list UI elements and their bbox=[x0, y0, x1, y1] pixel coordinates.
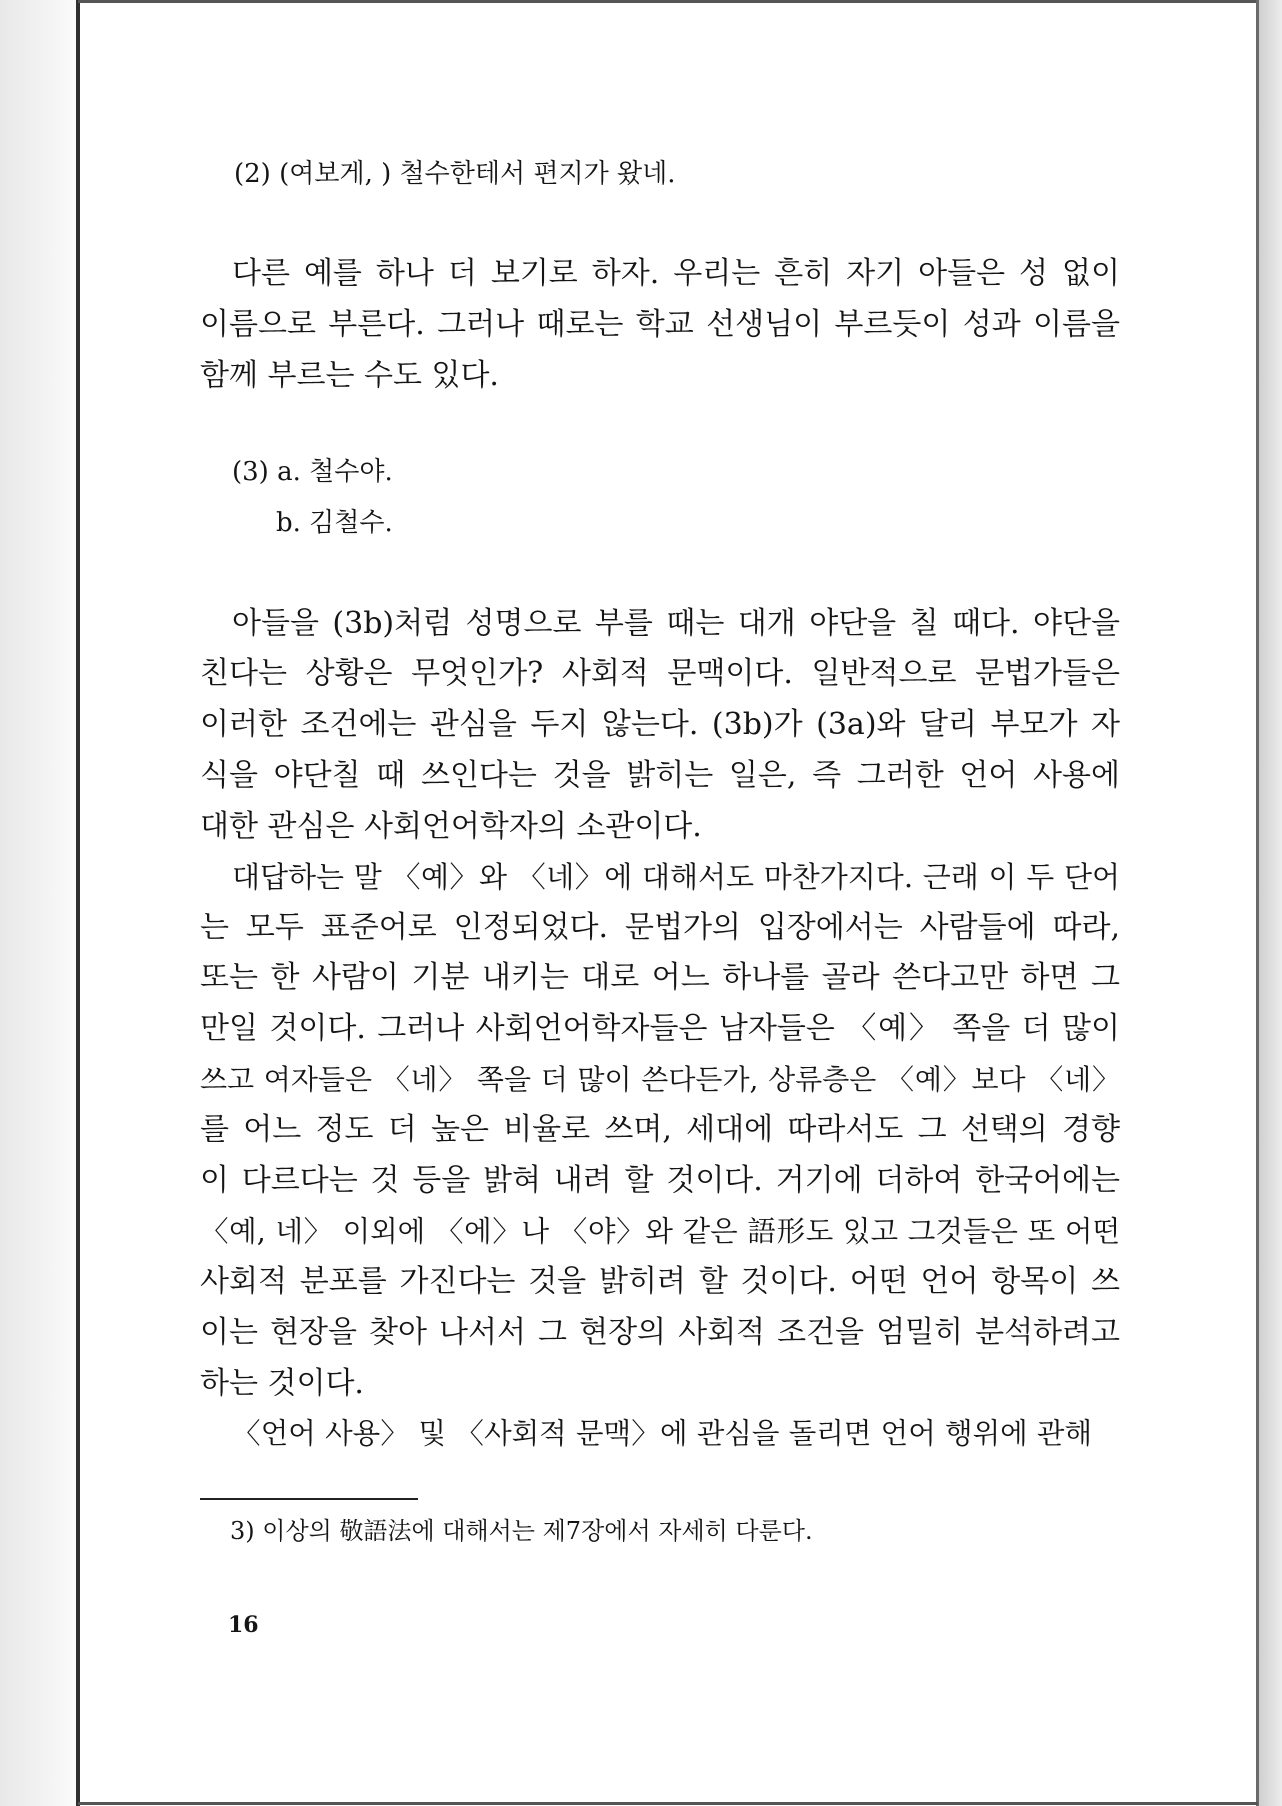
paragraph-2-line-4: 식을 야단칠 때 쓰인다는 것을 밝히는 일은, 즉 그러한 언어 사용에 bbox=[200, 758, 1120, 793]
paragraph-1-line-2: 이름으로 부른다. 그러나 때로는 학교 선생님이 부르듯이 성과 이름을 bbox=[200, 307, 1120, 342]
paragraph-3-line-6: 를 어느 정도 더 높은 비율로 쓰며, 세대에 따라서도 그 선택의 경향 bbox=[200, 1112, 1120, 1147]
paragraph-3-line-5: 쓰고 여자들은 〈네〉 쪽을 더 많이 쓴다든가, 상류층은 〈예〉보다 〈네〉 bbox=[200, 1063, 1120, 1096]
example-3a: (3) a. 철수야. bbox=[232, 457, 393, 487]
footnote-rule bbox=[200, 1498, 418, 1500]
paragraph-3-line-2: 는 모두 표준어로 인정되었다. 문법가의 입장에서는 사람들에 따라, bbox=[200, 910, 1120, 945]
paragraph-3-line-11: 하는 것이다. bbox=[200, 1366, 364, 1401]
paragraph-4-line-1: 〈언어 사용〉 및 〈사회적 문맥〉에 관심을 돌리면 언어 행위에 관해 bbox=[232, 1417, 1092, 1450]
page-bottom-edge bbox=[78, 1802, 1258, 1805]
paragraph-2-line-1: 아들을 (3b)처럼 성명으로 부를 때는 대개 야단을 칠 때다. 야단을 bbox=[232, 606, 1120, 641]
page-right-shadow bbox=[1259, 0, 1282, 1806]
page-top-edge bbox=[78, 0, 1258, 3]
paragraph-3-line-7: 이 다르다는 것 등을 밝혀 내려 할 것이다. 거기에 더하여 한국어에는 bbox=[200, 1163, 1120, 1198]
paragraph-1-line-3: 함께 부르는 수도 있다. bbox=[200, 358, 499, 393]
paragraph-2-line-5: 대한 관심은 사회언어학자의 소관이다. bbox=[200, 809, 702, 844]
paragraph-3-line-1: 대답하는 말 〈예〉와 〈네〉에 대해서도 마찬가지다. 근래 이 두 단어 bbox=[232, 860, 1120, 894]
page-number: 16 bbox=[228, 1612, 259, 1638]
paragraph-3-line-8: 〈예, 네〉 이외에 〈에〉나 〈야〉와 같은 語形도 있고 그것들은 또 어떤 bbox=[200, 1215, 1120, 1248]
footnote: 3) 이상의 敬語法에 대해서는 제7장에서 자세히 다룬다. bbox=[230, 1517, 813, 1545]
paragraph-3-line-9: 사회적 분포를 가진다는 것을 밝히려 할 것이다. 어떤 언어 항목이 쓰 bbox=[200, 1264, 1120, 1299]
paragraph-2-line-2: 친다는 상황은 무엇인가? 사회적 문맥이다. 일반적으로 문법가들은 bbox=[200, 656, 1120, 691]
page-left-shadow bbox=[0, 0, 76, 1806]
paragraph-1-line-1: 다른 예를 하나 더 보기로 하자. 우리는 흔히 자기 아들은 성 없이 bbox=[232, 256, 1120, 291]
paragraph-3-line-3: 또는 한 사람이 기분 내키는 대로 어느 하나를 골라 쓴다고만 하면 그 bbox=[200, 960, 1120, 995]
page-left-edge bbox=[76, 0, 80, 1806]
example-2: (2) (여보게, ) 철수한테서 편지가 왔네. bbox=[234, 159, 676, 189]
paragraph-2-line-3: 이러한 조건에는 관심을 두지 않는다. (3b)가 (3a)와 달리 부모가 자 bbox=[200, 707, 1120, 742]
paragraph-3-line-10: 이는 현장을 찾아 나서서 그 현장의 사회적 조건을 엄밀히 분석하려고 bbox=[200, 1315, 1120, 1350]
example-3b: b. 김철수. bbox=[276, 508, 393, 538]
paragraph-3-line-4: 만일 것이다. 그러나 사회언어학자들은 남자들은 〈예〉 쪽을 더 많이 bbox=[200, 1011, 1120, 1046]
